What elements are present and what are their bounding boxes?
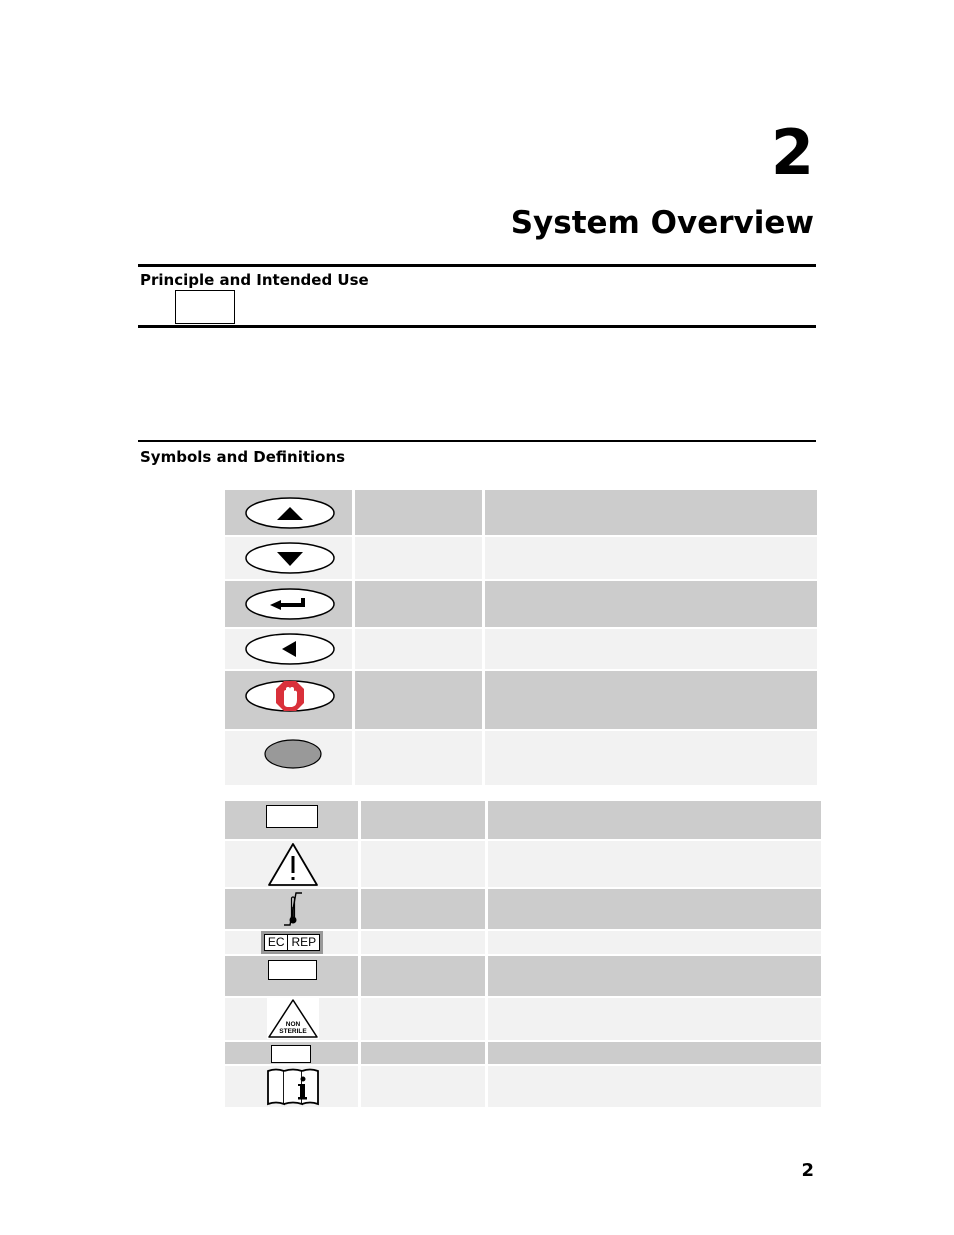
empty-box-icon: [271, 1045, 311, 1063]
enter-button-icon: [225, 581, 355, 627]
caution-warning-icon: [225, 841, 360, 887]
table-row: [225, 671, 817, 729]
table-row: [225, 889, 821, 929]
down-arrow-button-icon: [225, 537, 355, 579]
consult-instructions-icon: [225, 1066, 360, 1107]
table-row: [225, 629, 817, 669]
page-number: 2: [801, 1160, 814, 1181]
chapter-title: System Overview: [510, 205, 814, 241]
chapter-number: 2: [770, 116, 814, 189]
table-row: [225, 841, 821, 887]
section-divider: [138, 325, 816, 328]
section-divider: [138, 440, 816, 442]
table-row: [225, 1066, 821, 1107]
section-divider: [138, 264, 816, 267]
label-symbols-table: [225, 801, 821, 1107]
symbols-heading: Symbols and Definitions: [140, 448, 346, 466]
rep-label: REP: [291, 935, 317, 949]
table-row: [225, 490, 817, 535]
sterile-label: STERILE: [279, 1027, 307, 1035]
temperature-limit-icon: [225, 889, 360, 929]
non-label: NON: [285, 1020, 301, 1028]
table-row: [225, 956, 821, 996]
table-row: [225, 1042, 821, 1064]
non-sterile-icon: [267, 998, 319, 1039]
table-row: [225, 801, 821, 839]
button-symbols-table: [225, 490, 817, 785]
stop-hand-button-icon: [225, 671, 355, 721]
empty-box-icon: [175, 290, 235, 324]
empty-box-icon: [268, 960, 317, 980]
table-row: [225, 731, 817, 785]
ec-rep-icon: [261, 931, 323, 954]
table-row: [225, 537, 817, 579]
empty-box-icon: [266, 805, 318, 828]
back-arrow-button-icon: [225, 629, 355, 669]
table-row: [225, 581, 817, 627]
table-row: [225, 998, 821, 1040]
blank-gray-button-icon: [225, 731, 360, 777]
table-row: [225, 931, 821, 954]
up-arrow-button-icon: [225, 490, 355, 535]
principle-heading: Principle and Intended Use: [140, 271, 369, 289]
ec-label: EC: [265, 935, 289, 950]
